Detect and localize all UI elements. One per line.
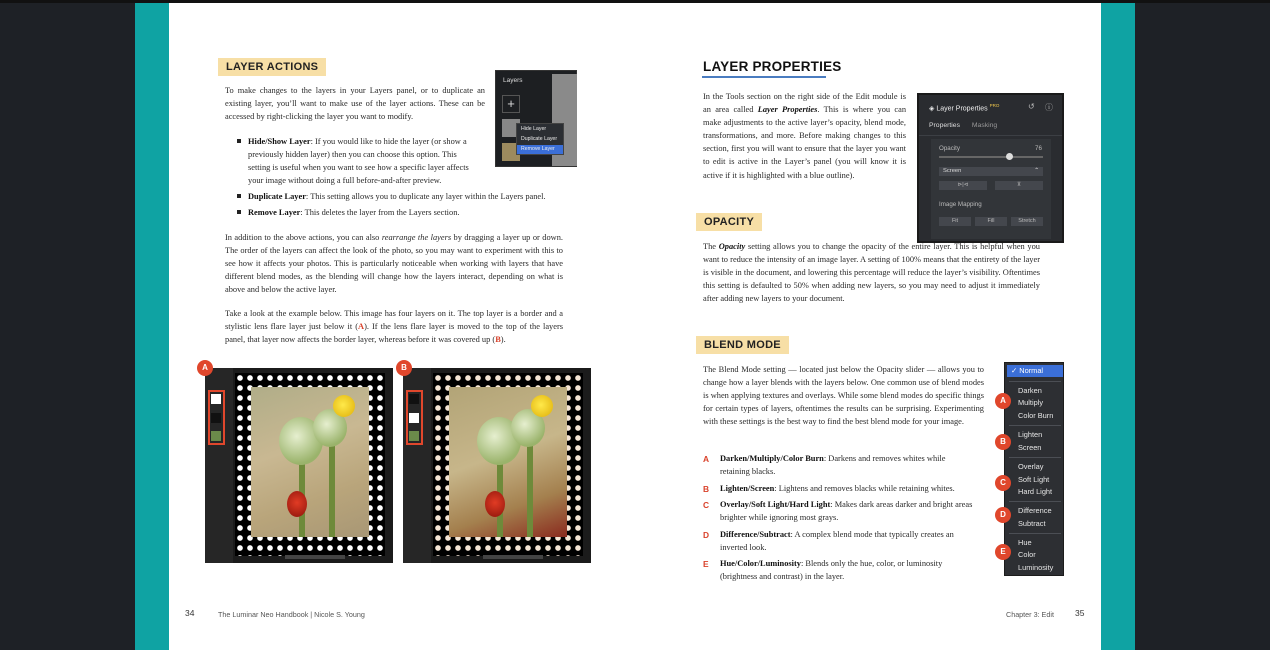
blend-mode-menu xyxy=(1004,362,1064,576)
right-page-edge xyxy=(1101,3,1135,650)
yellow-flower xyxy=(531,395,553,417)
definition-darken xyxy=(720,452,970,478)
ladybug xyxy=(485,491,505,517)
blend-option-luminosity: Luminosity xyxy=(1018,563,1054,572)
def-text: : Blends only the hue, color, or luminosity (brightness and contrast) in the layer. xyxy=(720,559,943,582)
undo-icon: ↺ xyxy=(1028,102,1035,111)
def-letter-b: B xyxy=(703,484,710,494)
def-term: Difference/Subtract xyxy=(720,530,791,539)
layer-swatch-photo xyxy=(409,431,419,441)
page-number-right: 35 xyxy=(1075,608,1085,618)
blend-option-screen: Screen xyxy=(1018,443,1042,452)
blend-option-normal: ✓ Normal xyxy=(1007,365,1063,377)
menu-divider xyxy=(1009,533,1061,534)
layer-properties-heading: LAYER PROPERTIES xyxy=(703,59,842,74)
layer-swatch-border xyxy=(211,394,221,404)
lp-emphasis: Layer Properties xyxy=(757,105,818,115)
ref-a: A xyxy=(358,322,365,332)
layer-swatch-photo xyxy=(211,431,221,441)
layers-sidebar xyxy=(403,368,431,563)
bullet-remove xyxy=(248,206,568,219)
blend-option-multiply: Multiply xyxy=(1018,398,1044,407)
opacity-label: Opacity xyxy=(939,145,960,152)
blend-badge-a: A xyxy=(995,393,1011,409)
menu-divider xyxy=(1009,381,1061,382)
badge-a: A xyxy=(197,360,213,376)
def-letter-d: D xyxy=(703,530,710,540)
blend-option-subtract: Subtract xyxy=(1018,519,1046,528)
tab-masking: Masking xyxy=(971,122,998,129)
def-text: : Makes dark areas darker and bright areas brighter while ignoring most grays. xyxy=(720,500,973,523)
layer-actions-intro: To make changes to the layers in your Layers panel, or to duplicate an existing layer, you’ll want to make use of the layer actions. These can be accessed by right-clicking the layer you want to modify. xyxy=(225,86,485,122)
blend-badge-b: B xyxy=(995,434,1011,450)
def-letter-e: E xyxy=(703,559,709,569)
def-text: : Lightens and removes blacks while retaining whites. xyxy=(774,484,955,493)
opacity-heading: OPACITY xyxy=(696,213,762,231)
flower-photo xyxy=(449,387,567,537)
definition-hue xyxy=(720,557,975,583)
toolbar-strip xyxy=(483,555,543,559)
bullet-marker xyxy=(237,139,241,143)
menu-duplicate-layer: Duplicate Layer xyxy=(521,136,558,142)
bullet-duplicate xyxy=(248,190,568,203)
layer-properties-paragraph xyxy=(703,90,906,182)
layer-context-menu xyxy=(516,123,564,155)
menu-divider xyxy=(1009,501,1061,502)
blend-mode-heading: BLEND MODE xyxy=(696,336,789,354)
opacity-paragraph xyxy=(703,240,1040,305)
lp-tabs xyxy=(929,122,1007,129)
def-text: : A complex blend mode that typically creates an inverted look. xyxy=(720,530,954,553)
layer-swatch-flare xyxy=(409,394,419,404)
example-image-a xyxy=(205,368,393,563)
footer-book-title: The Luminar Neo Handbook | Nicole S. Young xyxy=(218,610,365,619)
blend-option-color-burn: Color Burn xyxy=(1018,411,1054,420)
layer-properties-panel xyxy=(917,93,1064,243)
yellow-flower xyxy=(333,395,355,417)
rearrange-emphasis: rearrange the layers xyxy=(381,233,452,242)
flip-horizontal-icon: ⊳|⊲ xyxy=(939,181,987,190)
def-term: Overlay/Soft Light/Hard Light xyxy=(720,500,831,509)
blend-option-normal-label: Normal xyxy=(1019,366,1044,375)
bullet-text: : This deletes the layer from the Layers section. xyxy=(300,208,460,217)
pro-badge: PRO xyxy=(989,103,1000,108)
blend-option-hue: Hue xyxy=(1018,538,1032,547)
opacity-text-rest: setting allows you to change the opacity of the entire layer. This is helpful when you want to reduce the intensity of an image layer. A setting of 100% means that the entirety of the layer is visible in the document, and lowering this percentage will reduce the layer’s visibility. Oftentimes this setting is defaulted to 50% when adding new layers, so you may need to adjust it immediately after adding new layers to your document. xyxy=(703,242,1040,304)
ladybug xyxy=(287,491,307,517)
blend-mode-paragraph: The Blend Mode setting — located just below the Opacity slider — allows you to change how a layer blends with the layers below. One common use of blend modes is when applying textures and overlays. While some blend modes do specific things for certain types of layers, oftentimes the results can be surprising. Experimenting with these settings is the best way to find the best blend mode for your image. xyxy=(703,365,984,427)
example-image-b xyxy=(403,368,591,563)
blend-option-soft-light: Soft Light xyxy=(1018,475,1050,484)
def-text: : Darkens and removes whites while retaining blacks. xyxy=(720,454,946,477)
opacity-text: The xyxy=(703,242,719,251)
lp-text-rest: . This is where you can make adjustments to the active layer’s opacity, blend mode, transformations, and more. Before making changes to this section, first you will want to ensure that the layer you want to edit is active in the Layer’s panel (you will know it is active if it is highlighted with a blue outline). xyxy=(703,105,907,180)
add-layer-icon: + xyxy=(502,95,520,113)
blend-option-hard-light: Hard Light xyxy=(1018,487,1053,496)
menu-hide-layer: Hide Layer xyxy=(521,126,547,132)
rearrange-text-rest: by dragging a layer up or down. The order of the layers can affect the look of the photo, so you may want to experiment with this to see how it affects your photos. This is particularly noticeable when working with layers that have different blend modes, as the blending will change how the layers interact, depending on what is above and below the active layer. xyxy=(225,233,563,295)
definition-overlay xyxy=(720,498,975,524)
example-text-3: ). xyxy=(500,335,506,345)
bullet-marker xyxy=(237,194,241,198)
lp-panel-title: ◈ Layer Properties $^{PRO}$ xyxy=(929,103,1000,113)
lp-controls xyxy=(931,139,1051,239)
photo-frame xyxy=(433,373,583,556)
tab-properties: Properties xyxy=(929,122,960,129)
def-term: Hue/Color/Luminosity xyxy=(720,559,801,568)
def-letter-c: C xyxy=(703,500,710,510)
left-page-edge xyxy=(135,3,169,650)
def-term: Darken/Multiply/Color Burn xyxy=(720,454,824,463)
opacity-emphasis: Opacity xyxy=(718,242,746,251)
example-text-2: ). If the lens flare layer is moved to the top of the layers panel, that layer now affects the border layer, whereas before it was covered up ( xyxy=(225,322,564,345)
opacity-slider-knob xyxy=(1006,153,1013,160)
photo-frame xyxy=(235,373,385,556)
opacity-value: 76 xyxy=(1035,145,1042,152)
example-text: Take a look at the example below. This image has four layers on it. The top layer is a border and a stylistic lens flare layer just below it ( xyxy=(225,309,563,332)
blend-option-color: Color xyxy=(1018,550,1036,559)
layers-panel-title: Layers xyxy=(503,77,523,84)
heading-underline xyxy=(702,76,826,78)
opacity-slider xyxy=(939,156,1043,158)
menu-divider xyxy=(1009,457,1061,458)
bullet-hide-show xyxy=(248,135,476,187)
blend-badge-e: E xyxy=(995,544,1011,560)
bullet-text: : If you would like to hide the layer (or show a previously hidden layer) then you can choose this option. This setting is useful when you want to see how a specific layer affects your image without doing a full before-and-after preview. xyxy=(248,137,469,186)
blend-option-darken: Darken xyxy=(1018,386,1042,395)
badge-b: B xyxy=(396,360,412,376)
footer-chapter: Chapter 3: Edit xyxy=(1006,610,1054,619)
bullet-term: Remove Layer xyxy=(248,208,301,217)
flower-photo xyxy=(251,387,369,537)
layer-swatch-border xyxy=(409,413,419,423)
menu-remove-layer: Remove Layer xyxy=(517,145,563,154)
fit-button: Fit xyxy=(939,217,971,226)
blend-option-difference: Difference xyxy=(1018,506,1052,515)
flip-vertical-icon: ⊼ xyxy=(995,181,1043,190)
rearrange-paragraph xyxy=(225,231,563,296)
tab-separator xyxy=(919,135,1062,136)
def-letter-a: A xyxy=(703,454,710,464)
lp-panel-title-text: Layer Properties xyxy=(936,105,988,113)
chevron-updown-icon: ⌃ xyxy=(1034,168,1039,174)
def-term: Lighten/Screen xyxy=(720,484,775,493)
stretch-button: Stretch xyxy=(1011,217,1043,226)
definition-difference xyxy=(720,528,975,554)
example-paragraph xyxy=(225,307,563,346)
layers-sidebar xyxy=(205,368,233,563)
definition-lighten xyxy=(720,482,990,495)
blend-badge-c: C xyxy=(995,475,1011,491)
fill-button: Fill xyxy=(975,217,1007,226)
info-icon: ⓘ xyxy=(1045,103,1053,112)
blend-option-overlay: Overlay xyxy=(1018,462,1044,471)
toolbar-strip xyxy=(285,555,345,559)
blend-badge-d: D xyxy=(995,507,1011,523)
image-mapping-label: Image Mapping xyxy=(939,201,982,208)
ref-b: B xyxy=(495,335,501,345)
lp-text: In the Tools section on the right side of the Edit module is an area called xyxy=(703,92,906,115)
page-number-left: 34 xyxy=(185,608,195,618)
bullet-text: : This setting allows you to duplicate any layer within the Layers panel. xyxy=(305,192,546,201)
layer-swatch-flare xyxy=(211,413,221,423)
rearrange-text: In addition to the above actions, you can also xyxy=(225,233,382,242)
bullet-term: Hide/Show Layer xyxy=(248,137,311,146)
bullet-term: Duplicate Layer xyxy=(248,192,306,201)
menu-divider xyxy=(1009,425,1061,426)
blend-option-lighten: Lighten xyxy=(1018,430,1043,439)
bullet-marker xyxy=(237,210,241,214)
layer-actions-heading: LAYER ACTIONS xyxy=(218,58,326,76)
layers-panel-screenshot xyxy=(495,70,577,167)
blend-mode-value: Screen xyxy=(943,168,962,174)
blend-mode-select xyxy=(939,167,1043,176)
